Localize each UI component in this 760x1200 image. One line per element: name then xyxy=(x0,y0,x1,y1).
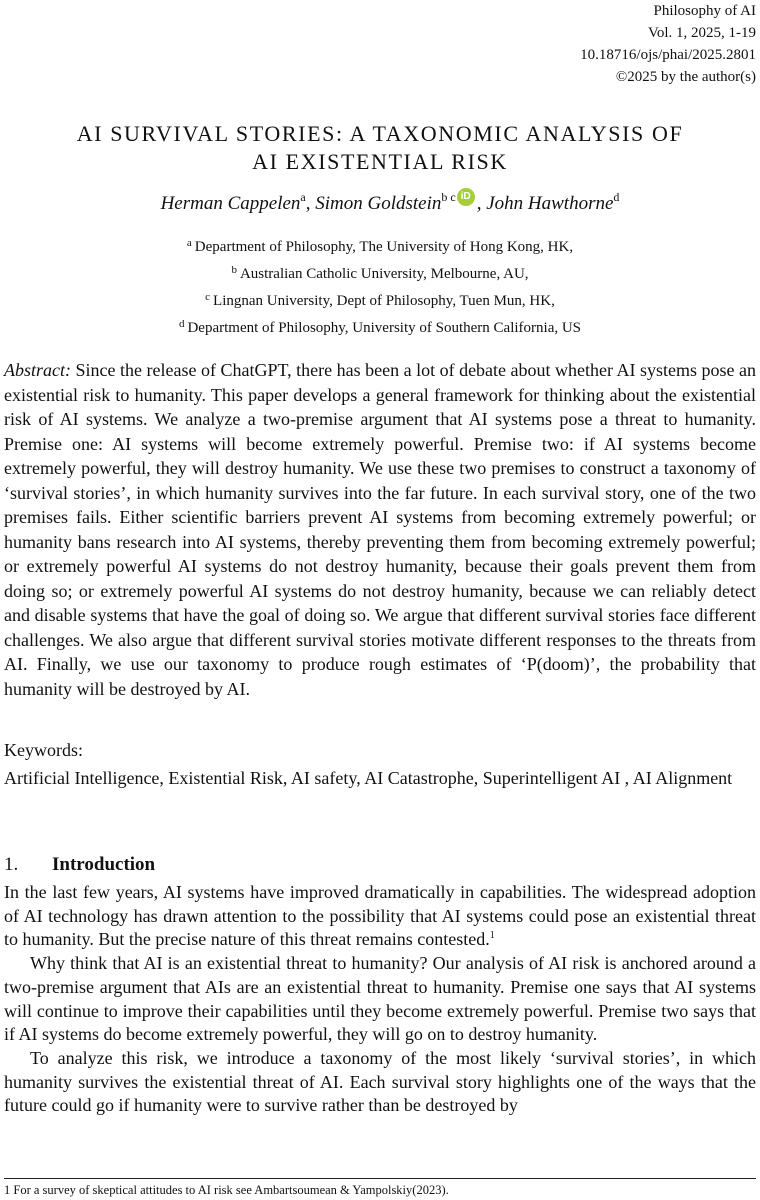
affiliation-text: Australian Catholic University, Melbourne, AU, xyxy=(239,266,529,282)
affiliation-item xyxy=(0,232,760,259)
author-separator: , xyxy=(305,193,316,214)
section-title: Introduction xyxy=(52,854,156,875)
author-name: Simon Goldstein xyxy=(315,193,442,214)
keywords-list: Artificial Intelligence, Existential Risk, AI safety, AI Catastrophe, Superintelligent AI , AI Alignment xyxy=(4,768,733,788)
author-affiliation-mark: b c xyxy=(441,190,456,204)
affiliation-list xyxy=(0,232,760,340)
author-separator: , xyxy=(476,193,487,214)
affiliation-item xyxy=(0,313,760,340)
affiliation-mark: a xyxy=(186,237,192,249)
paragraph-text: In the last few years, AI systems have improved dramatically in capabilities. The widespread adoption of AI technology has drawn attention to the possibility that AI systems could pose an existential threat to humanity. But the precise nature of this threat remains contested. xyxy=(4,882,756,950)
affiliation-mark: c xyxy=(205,291,211,303)
abstract-label: Abstract: xyxy=(4,360,71,380)
affiliation-text: Department of Philosophy, The University of Hong Kong, HK, xyxy=(194,239,574,255)
abstract xyxy=(4,358,756,701)
paragraph xyxy=(4,881,756,952)
affiliation-item xyxy=(0,286,760,313)
footnote-divider xyxy=(4,1178,756,1179)
journal-header xyxy=(580,0,756,88)
affiliation-mark: b xyxy=(231,264,237,276)
journal-copyright: ©2025 by the author(s) xyxy=(615,69,756,85)
orcid-icon[interactable]: iD xyxy=(457,188,475,206)
author-name: Herman Cappelen xyxy=(160,193,301,214)
paper-title-line-2: AI EXISTENTIAL RISK xyxy=(252,149,508,174)
introduction-body xyxy=(4,881,756,1118)
paper-title xyxy=(20,120,740,176)
paragraph: Why think that AI is an existential threat to humanity? Our analysis of AI risk is anchored around a two-premise argument that AIs are an existential threat to humanity. Premise one says that AI systems will continue to improve their capabilities until they become extremely powerful. Premise two says that if AI systems do become extremely powerful, they will go on to destroy humanity. xyxy=(4,953,756,1045)
journal-doi[interactable]: 10.18716/ojs/phai/2025.2801 xyxy=(580,47,756,63)
footnote: 1 For a survey of skeptical attitudes to AI risk see Ambartsoumean & Yampolskiy(2023). xyxy=(4,1183,449,1197)
abstract-text: Since the release of ChatGPT, there has been a lot of debate about whether AI systems pose an existential risk to humanity. This paper develops a general framework for thinking about the existential risk of AI systems. We analyze a two-premise argument that AI systems pose a threat to humanity. Premise one: AI systems will become extremely powerful. Premise two: if AI systems become extremely powerful, they will destroy humanity. We use these two premises to construct a taxonomy of ‘survival stories’, in which humanity survives into the far future. In each survival story, one of the two premises fails. Either scientific barriers prevent AI systems from becoming extremely powerful; or humanity bans research into AI systems, thereby preventing them from becoming extremely powerful; or extremely powerful AI systems do not destroy humanity, because their goals prevent them from doing so; or extremely powerful AI systems do not destroy humanity, because we can reliably detect and disable systems that have the goal of doing so. We argue that different survival stories face different challenges. We also argue that different survival stories motivate different responses to the threats from AI. Finally, we use our taxonomy to produce rough estimates of ‘P(doom)’, the probability that humanity will be destroyed by AI. xyxy=(4,360,757,699)
paper-title-line-1: AI SURVIVAL STORIES: A TAXONOMIC ANALYSIS OF xyxy=(76,121,684,146)
author-affiliation-mark: d xyxy=(613,190,620,204)
affiliation-mark: d xyxy=(178,318,185,330)
affiliation-text: Department of Philosophy, University of Southern California, US xyxy=(187,320,582,336)
footnote-reference[interactable]: 1 xyxy=(489,930,495,942)
affiliation-item xyxy=(0,259,760,286)
author-affiliation-mark: a xyxy=(300,190,306,204)
author-name: John Hawthorne xyxy=(486,193,614,214)
affiliation-text: Lingnan University, Dept of Philosophy, Tuen Mun, HK, xyxy=(213,293,555,309)
section-number: 1. xyxy=(4,854,19,875)
section-heading-introduction xyxy=(4,852,155,878)
journal-volume: Vol. 1, 2025, 1-19 xyxy=(647,25,756,41)
paragraph: To analyze this risk, we introduce a taxonomy of the most likely ‘survival stories’, in which humanity survives the existential threat of AI. Each survival story highlights one of the ways that the future could go if humanity were to survive rather than be destroyed by xyxy=(4,1047,756,1116)
author-list xyxy=(20,184,760,217)
journal-name: Philosophy of AI xyxy=(653,3,756,19)
keywords-heading: Keywords: xyxy=(4,740,83,760)
